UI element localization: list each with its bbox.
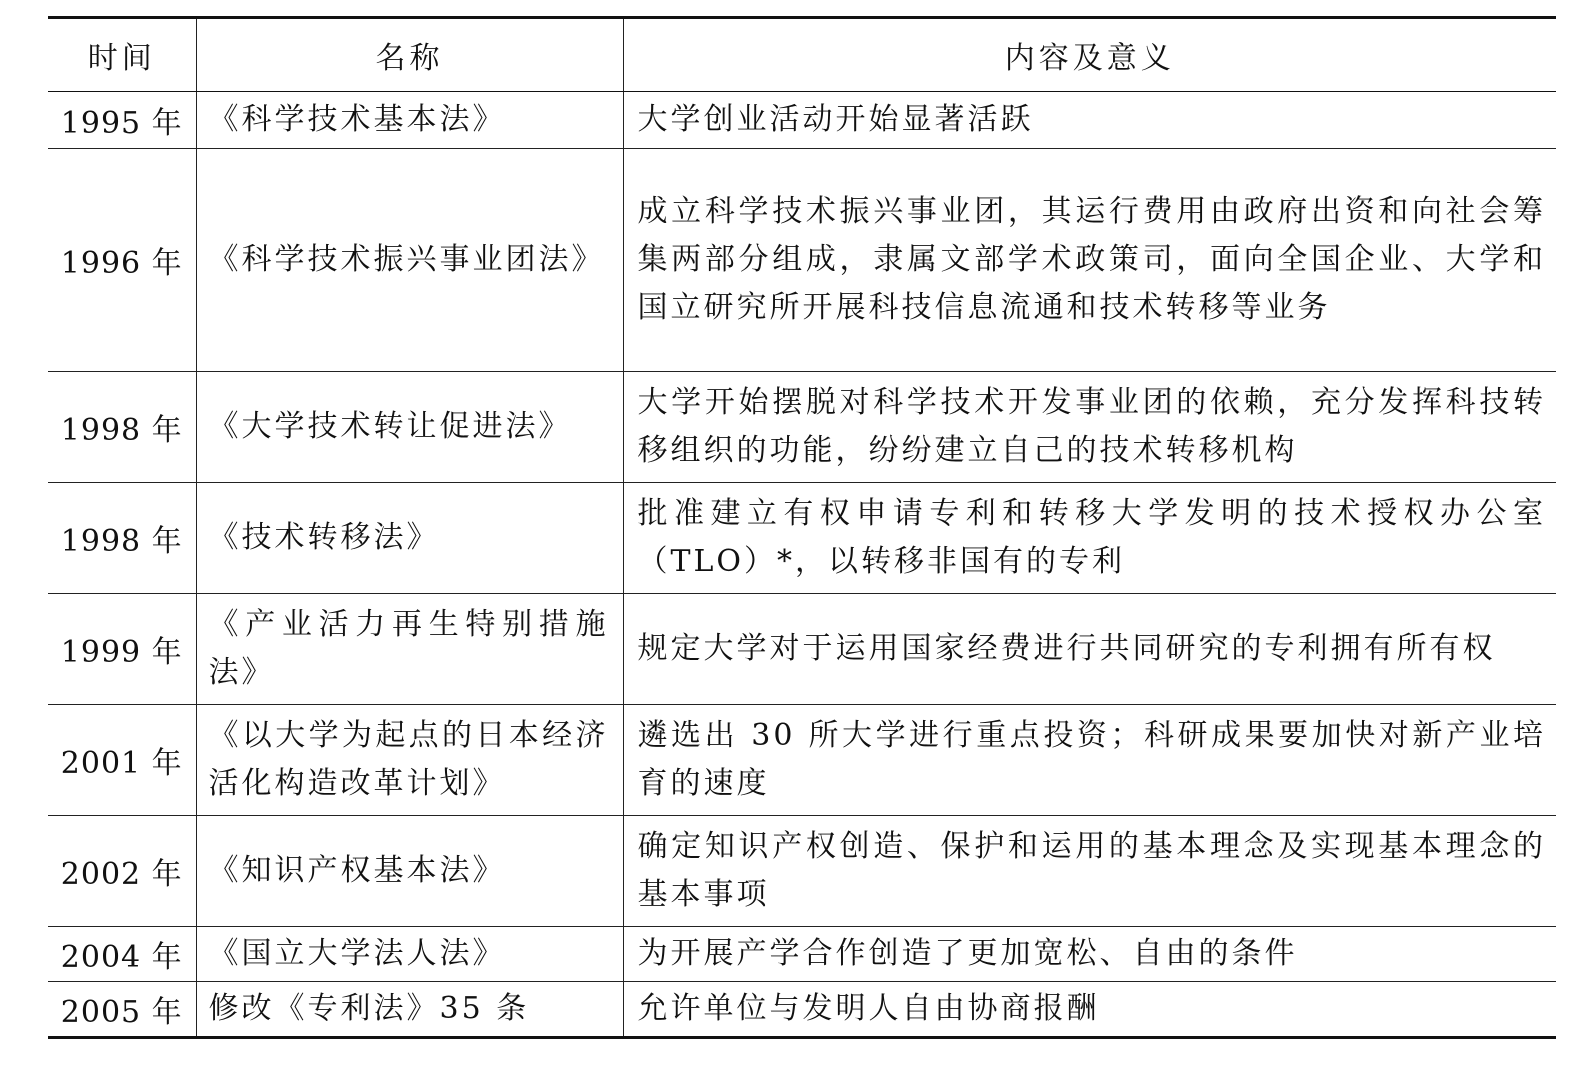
document-page bbox=[48, 16, 1556, 1039]
cell-name: 《以大学为起点的日本经济活化构造改革计划》 bbox=[196, 705, 623, 816]
cell-desc: 确定知识产权创造、保护和运用的基本理念及实现基本理念的基本事项 bbox=[623, 816, 1556, 927]
header-desc: 内容及意义 bbox=[623, 18, 1556, 92]
table-header bbox=[48, 18, 1556, 92]
cell-desc: 遴选出 30 所大学进行重点投资；科研成果要加快对新产业培育的速度 bbox=[623, 705, 1556, 816]
cell-time: 1998 年 bbox=[48, 483, 196, 594]
header-name: 名称 bbox=[196, 18, 623, 92]
table-row bbox=[48, 149, 1556, 372]
cell-desc: 大学开始摆脱对科学技术开发事业团的依赖，充分发挥科技转移组织的功能，纷纷建立自己的技术转移机构 bbox=[623, 372, 1556, 483]
cell-desc: 大学创业活动开始显著活跃 bbox=[623, 92, 1556, 149]
cell-time: 1998 年 bbox=[48, 372, 196, 483]
cell-name: 《科学技术振兴事业团法》 bbox=[196, 149, 623, 372]
table-row bbox=[48, 927, 1556, 982]
table-row bbox=[48, 372, 1556, 483]
table-row bbox=[48, 92, 1556, 149]
cell-desc: 允许单位与发明人自由协商报酬 bbox=[623, 982, 1556, 1038]
header-time: 时间 bbox=[48, 18, 196, 92]
cell-name: 《知识产权基本法》 bbox=[196, 816, 623, 927]
cell-desc: 批准建立有权申请专利和转移大学发明的技术授权办公室（TLO）*，以转移非国有的专利 bbox=[623, 483, 1556, 594]
cell-desc: 成立科学技术振兴事业团，其运行费用由政府出资和向社会筹集两部分组成，隶属文部学术政策司，面向全国企业、大学和国立研究所开展科技信息流通和技术转移等业务 bbox=[623, 149, 1556, 372]
header-row bbox=[48, 18, 1556, 92]
table-row bbox=[48, 594, 1556, 705]
cell-time: 2004 年 bbox=[48, 927, 196, 982]
cell-name: 《大学技术转让促进法》 bbox=[196, 372, 623, 483]
table-row bbox=[48, 982, 1556, 1038]
cell-time: 2005 年 bbox=[48, 982, 196, 1038]
cell-name: 《产业活力再生特别措施法》 bbox=[196, 594, 623, 705]
cell-time: 2002 年 bbox=[48, 816, 196, 927]
cell-desc: 为开展产学合作创造了更加宽松、自由的条件 bbox=[623, 927, 1556, 982]
cell-time: 1995 年 bbox=[48, 92, 196, 149]
cell-time: 1999 年 bbox=[48, 594, 196, 705]
cell-name: 《技术转移法》 bbox=[196, 483, 623, 594]
cell-name: 《科学技术基本法》 bbox=[196, 92, 623, 149]
cell-time: 1996 年 bbox=[48, 149, 196, 372]
cell-name: 《国立大学法人法》 bbox=[196, 927, 623, 982]
cell-time: 2001 年 bbox=[48, 705, 196, 816]
table-body bbox=[48, 92, 1556, 1038]
law-timeline-table bbox=[48, 16, 1556, 1039]
cell-name: 修改《专利法》35 条 bbox=[196, 982, 623, 1038]
table-row bbox=[48, 483, 1556, 594]
table-row bbox=[48, 816, 1556, 927]
table-row bbox=[48, 705, 1556, 816]
cell-desc: 规定大学对于运用国家经费进行共同研究的专利拥有所有权 bbox=[623, 594, 1556, 705]
